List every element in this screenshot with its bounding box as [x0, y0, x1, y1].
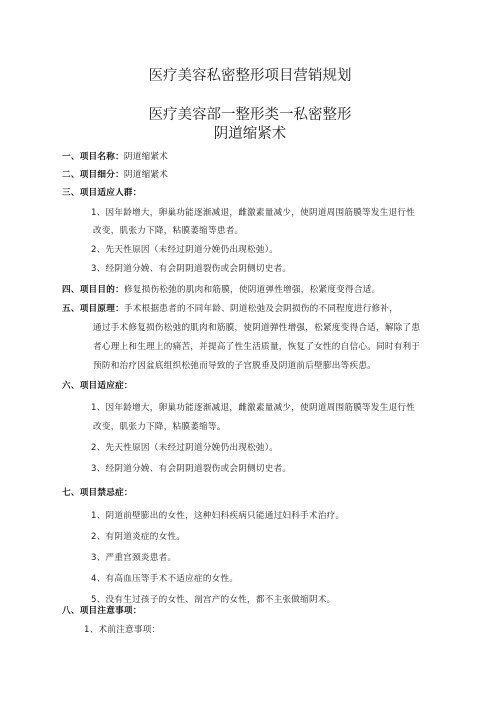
- list-item: 4、有高血压等手术不适应症的女性。: [91, 574, 239, 584]
- section-4-label: 四、项目目的：: [62, 285, 124, 295]
- project-title: 阴道缩紧术: [213, 126, 287, 142]
- list-item: 1、因年龄增大，卵巢功能逐渐减退，雌激素量减少，使阴道周围筋膜等发生退行性: [91, 208, 416, 218]
- section-1: [62, 151, 168, 163]
- section-5-label: 五、项目原理：: [62, 304, 124, 314]
- list-item: 改变，肌张力下降，粘膜萎缩等患者。: [93, 226, 244, 236]
- document-title: 医疗美容私密整形项目营销规划: [148, 68, 352, 84]
- paragraph-line: 预防和治疗因盆底组织松弛而导致的子宫脱垂及阴道前后壁膨出等疾患。: [93, 361, 377, 371]
- list-item: 2、先天性原因（未经过阴道分娩仍出现松弛）。: [91, 443, 279, 453]
- list-item: 3、严重宫颈炎患者。: [91, 553, 177, 563]
- list-item: 3、经阴道分娩、有会阴阴道裂伤或会阴侧切史者。: [91, 264, 292, 274]
- section-1-text: 阴道缩紧术: [123, 152, 169, 162]
- section-5-text: 手术根据患者的不同年龄、阴道松弛及会阴损伤的不同程度进行修补，: [123, 304, 399, 314]
- list-item: 2、先天性原因（未经过阴道分娩仍出现松弛）。: [91, 245, 279, 255]
- list-item: 1、术前注意事项：: [84, 625, 161, 635]
- section-1-label: 一、项目名称：: [62, 152, 124, 162]
- section-7-label: 七、项目禁忌症：: [62, 488, 133, 498]
- list-item: 2、有阴道炎症的女性。: [91, 532, 186, 542]
- list-item: 3、经阴道分娩、有会阴阴道裂伤或会阴侧切史者。: [91, 464, 292, 474]
- list-item: 5、没有生过孩子的女性、剖宫产的女性，都不主张做缩阴术。: [91, 595, 336, 605]
- section-3-label: 三、项目适应人群：: [62, 188, 142, 198]
- section-6-label: 六、项目适应症：: [62, 381, 133, 391]
- section-4: [62, 284, 380, 296]
- section-2-label: 二、项目细分：: [62, 170, 124, 180]
- section-8-label: 八、项目注意事项：: [62, 606, 142, 616]
- paragraph-line: 者心理上和生理上的痛苦，并提高了性生活质量，恢复了女性的自信心。同时有利于: [93, 342, 421, 352]
- section-5: [62, 303, 398, 315]
- list-item: 1、阴道前壁膨出的女性，这种妇科疾病只能通过妇科手术治疗。: [91, 511, 345, 521]
- list-item: 1、因年龄增大，卵巢功能逐渐减退，雌激素量减少，使阴道周围筋膜等发生退行性: [91, 403, 416, 413]
- paragraph-line: 通过手术修复损伤松弛的肌肉和筋膜，使阴道弹性增强，松紧度变得合适，解除了患: [93, 323, 421, 333]
- section-4-text: 修复损伤松弛的肌肉和筋膜，使阴道弹性增强，松紧度变得合适。: [123, 285, 381, 295]
- document-subtitle: 医疗美容部一整形类一私密整形: [148, 107, 352, 123]
- section-2-text: 阴道缩紧术: [123, 170, 169, 180]
- list-item: 改变，肌张力下降，粘膜萎缩等。: [93, 422, 226, 432]
- section-2: [62, 169, 168, 181]
